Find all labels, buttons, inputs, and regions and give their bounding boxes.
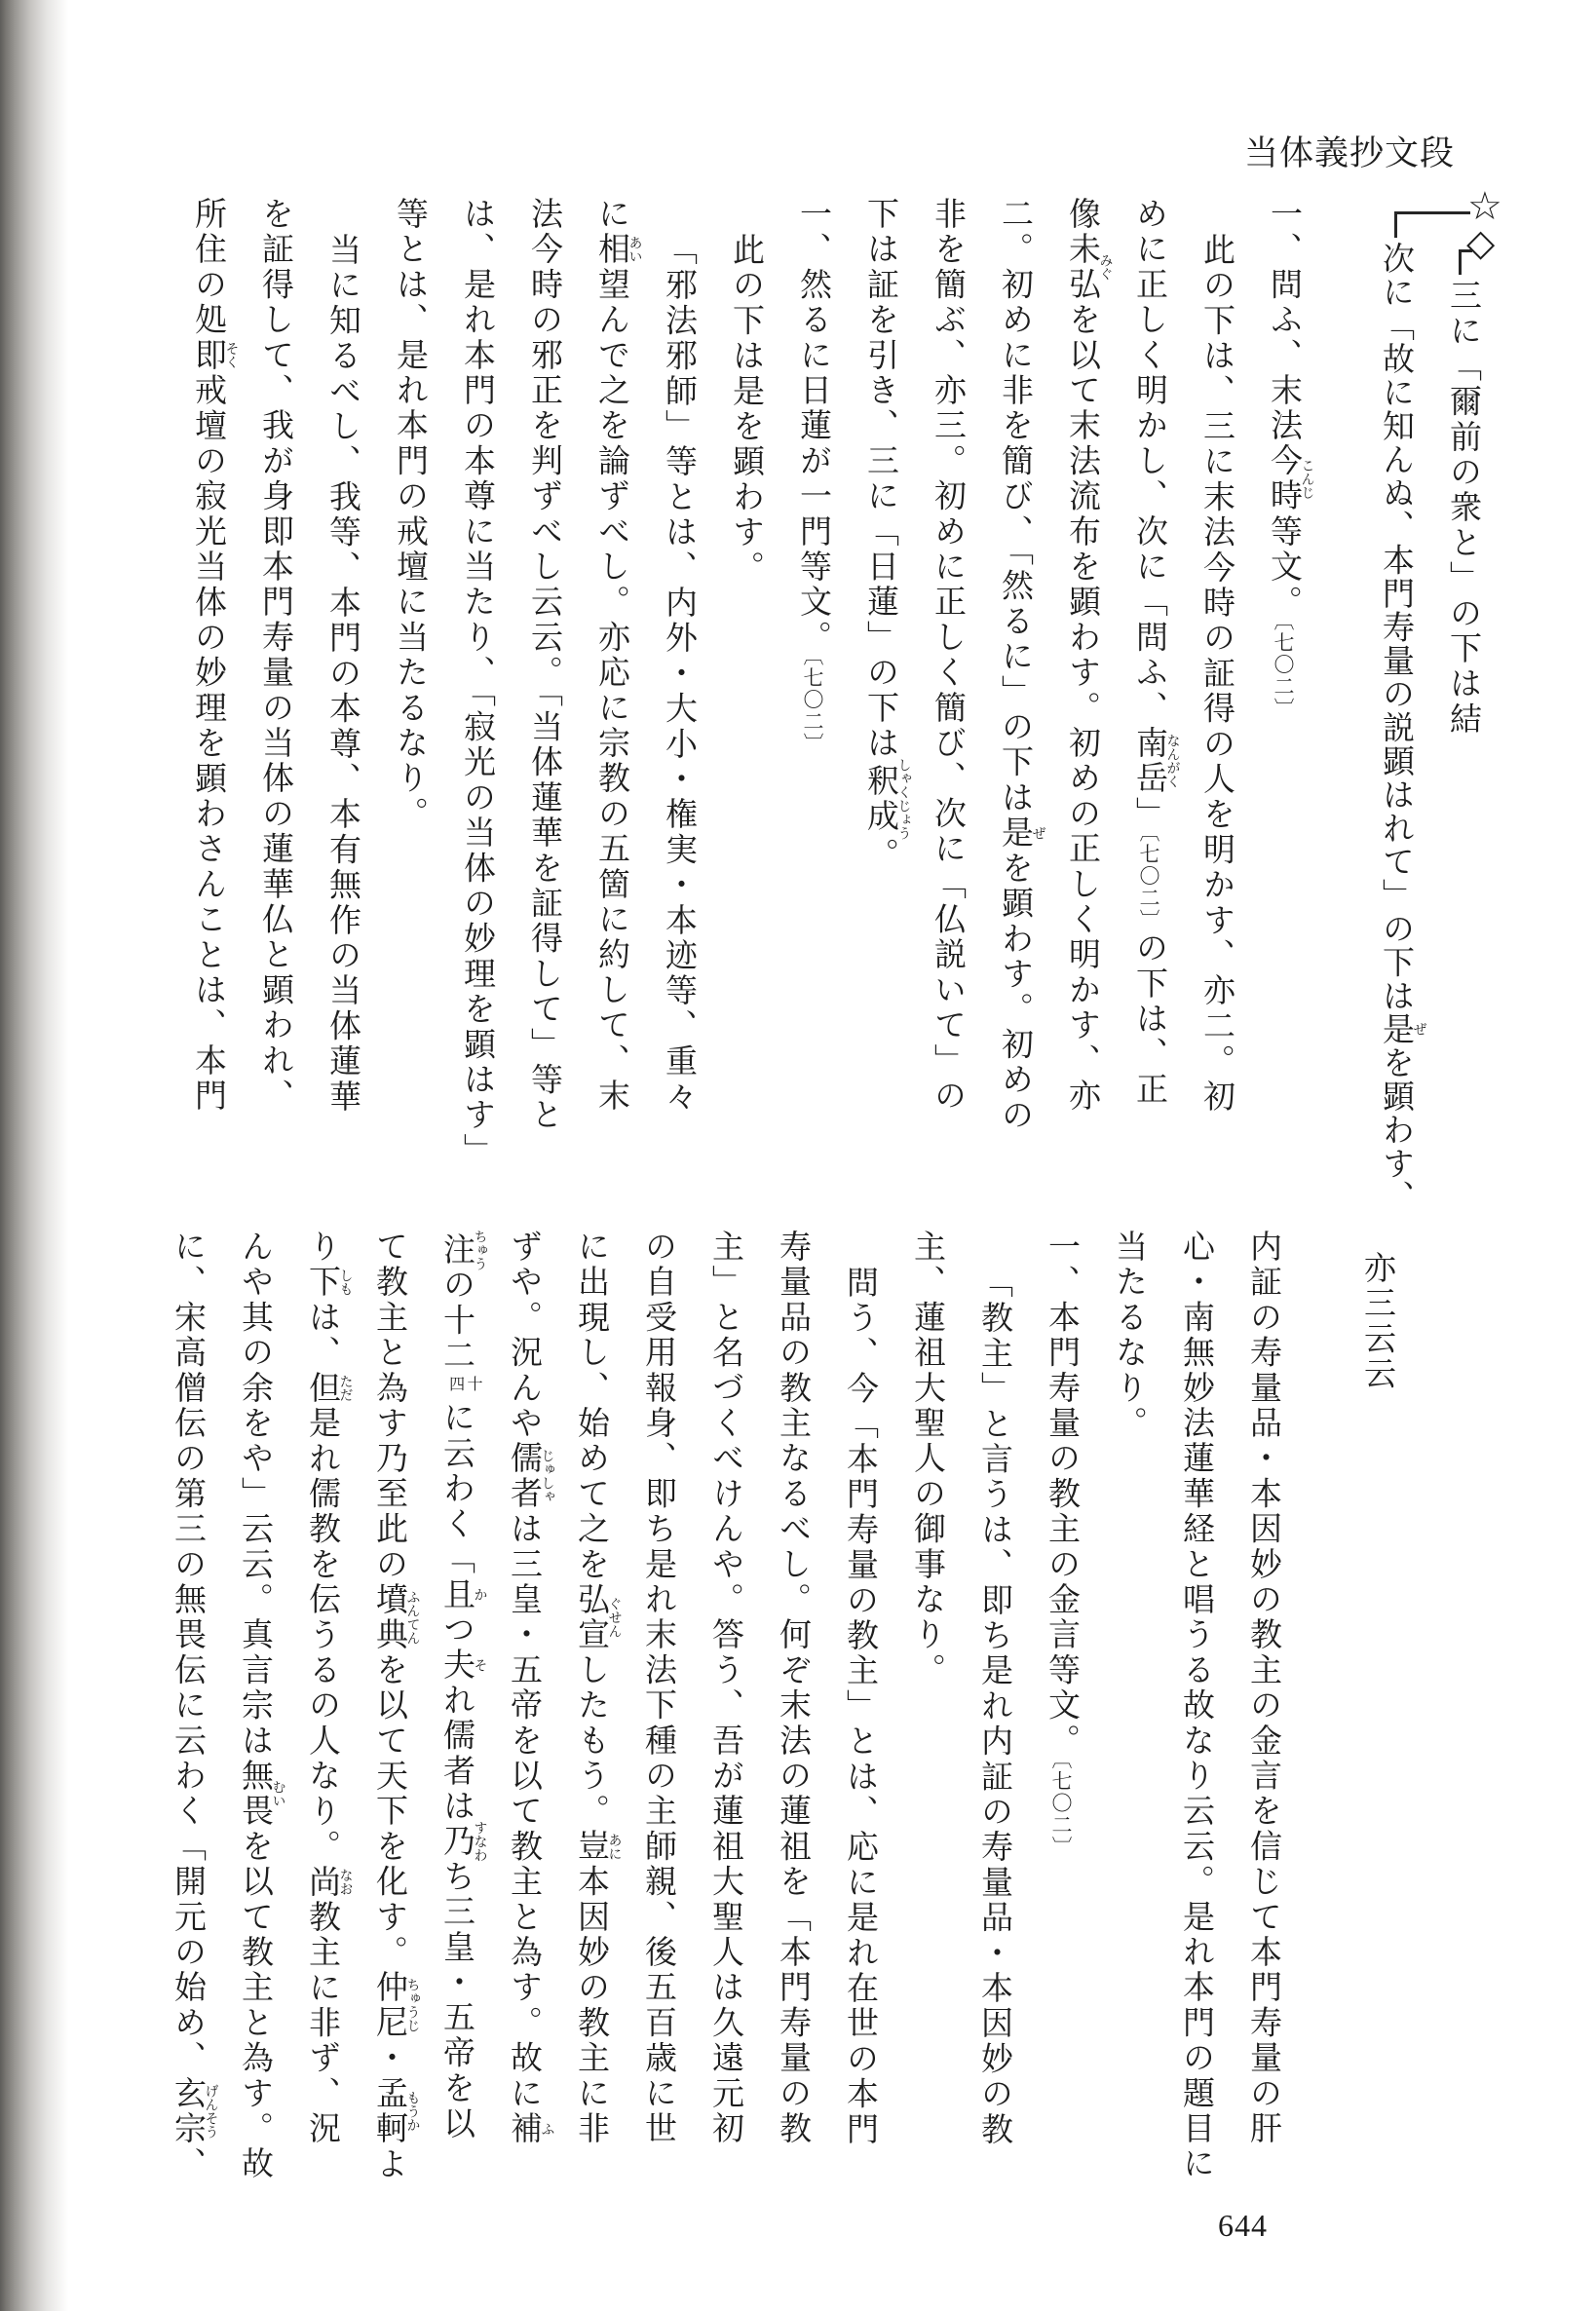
text-column: 心・南無妙法蓮華経と唱うる故なり云云。是れ本門の題目に [1178, 1230, 1213, 2182]
furigana-annotated-text: 即そく [190, 337, 239, 374]
furigana-annotated-text: 仲尼ちゅうじ [371, 1970, 420, 2041]
text-column: 一、然るに日蓮が一門等文。〔七〇二〕 [795, 197, 830, 755]
text-column: に出現し、始めて之を弘宣ぐせんしたもう。豈あに本因妙の教主に非 [573, 1230, 622, 2147]
text-column: 此の下は、三に末法今時の証得の人を明かす、亦二。初 [1198, 233, 1234, 1115]
furigana-annotated-text: 且か [438, 1576, 487, 1612]
text-column: 当に知るべし、我等、本門の本尊、本有無作の当体蓮華 [324, 233, 360, 1115]
furigana-annotated-text: 夫そ [438, 1648, 487, 1684]
text-column: 一、本門寿量の教主の金言等文。〔七〇二〕 [1044, 1230, 1079, 1858]
source-page-reference: 〔七〇二〕 [1049, 1759, 1073, 1858]
furigana-annotated-text: 無畏むい [237, 1759, 285, 1830]
furigana-annotated-text: 注ちゅう [438, 1230, 487, 1270]
inline-split-note: 十四 [446, 1375, 481, 1391]
running-head-title: 当体義抄文段 [1244, 134, 1456, 172]
text-column: 法今時の邪正を判ずべし云云。「当体蓮華を証得して」等と [526, 197, 561, 1133]
text-column: 注ちゅうの十二十四に云わく「且かつ夫それ儒者は乃すなわち三皇・五帝を以 [438, 1230, 487, 2141]
furigana-annotated-text: 乃すなわ [438, 1821, 487, 1863]
text-column: 三に「爾前の衆と」の下は結 [1445, 279, 1480, 738]
text-column: を証得して、我が身即本門寿量の当体の蓮華仏と顕われ、 [257, 197, 292, 1115]
binding-edge-shadow [0, 0, 68, 2311]
top-text-register [173, 197, 1496, 1231]
text-column: 等とは、是れ本門の戒壇に当たるなり。 [392, 197, 427, 832]
furigana-annotated-text: 下しも [304, 1265, 353, 1301]
furigana-annotated-text: 弘宣ぐせん [573, 1582, 622, 1653]
text-column: り下しもは、但ただ是れ儒教を伝うるの人なり。尚なお教主に非ず、況 [304, 1230, 353, 2147]
source-page-reference: 〔七〇二〕 [801, 655, 824, 755]
text-column: に、宋高僧伝の第三の無畏伝に云わく「開元の始め、玄宗げんそう、 [170, 1230, 218, 2182]
text-column: 主、蓮祖大聖人の御事なり。 [909, 1230, 944, 1688]
text-column: 非を簡ぶ、亦三。初めに正しく簡び、次に「仏説いて」の [930, 197, 965, 1115]
text-column: んや其の余をや」云云。真言宗は無畏むいを以て教主と為す。故 [237, 1230, 285, 2182]
furigana-annotated-text: 相あい [593, 232, 642, 268]
furigana-annotated-text: 但ただ [304, 1370, 353, 1407]
page-number: 644 [1218, 2208, 1268, 2243]
text-column: 「教主」と言うは、即ち是れ内証の寿量品・本因妙の教 [976, 1266, 1011, 2147]
text-column: 次に「故に知んぬ、本門寿量の説顕はれて」の下は是ぜを顕わす、 [1378, 242, 1426, 1214]
furigana-annotated-text: 是ぜ [997, 815, 1045, 852]
text-column: 当たるなり。 [1111, 1230, 1146, 1442]
text-column: 此の下は是を顕わす。 [728, 233, 763, 586]
furigana-annotated-text: 未弘みぐ [1064, 232, 1113, 303]
text-column: 内証の寿量品・本因妙の教主の金言を信じて本門寿量の肝 [1245, 1230, 1280, 2147]
text-column: の自受用報身、即ち是れ末法下種の主師親、後五百歳に世 [640, 1230, 675, 2147]
furigana-annotated-text: 豈あに [573, 1829, 622, 1865]
text-column: 一、問ふ、末法今時こんじ等文。〔七〇二〕 [1266, 197, 1314, 720]
text-column: 亦三云云 [1359, 1251, 1394, 1392]
bottom-text-register [153, 1230, 1296, 2216]
furigana-annotated-text: 尚なお [304, 1864, 353, 1900]
text-column: に相あい望んで之を論ずべし。亦応に宗教の五箇に約して、末 [593, 197, 642, 1115]
source-page-reference: 〔七〇二〕 [1272, 620, 1295, 720]
text-column: 像未弘みぐを以て末法流布を顕わす。初めの正しく明かす、亦 [1064, 197, 1113, 1115]
text-column: 問う、今「本門寿量の教主」とは、応に是れ在世の本門 [842, 1266, 877, 2147]
text-column: ずや。況んや儒者じゅしゃは三皇・五帝を以て教主と為す。故に補ふ [506, 1230, 554, 2147]
furigana-annotated-text: 是ぜ [1378, 1012, 1426, 1046]
furigana-annotated-text: 今時こんじ [1266, 443, 1314, 514]
furigana-annotated-text: 補ふ [506, 2111, 554, 2147]
furigana-annotated-text: 孟軻もうか [371, 2075, 420, 2147]
source-page-reference: 〔七〇二〕 [1137, 831, 1160, 931]
diamond-outline-icon: ◇ [1466, 223, 1496, 264]
text-column: は、是れ本門の本尊に当たり、「寂光の当体の妙理を顕はす」 [459, 197, 494, 1169]
text-column: 「邪法邪師」等とは、内外・大小・権実・本迹等、重々 [661, 233, 696, 1115]
furigana-annotated-text: 儒者じゅしゃ [506, 1441, 554, 1512]
furigana-annotated-text: 玄宗げんそう [170, 2075, 218, 2147]
text-column: めに正しく明かし、次に「問ふ、南岳なんがく」〔七〇二〕の下は、正 [1131, 197, 1180, 1108]
star-outline-icon: ☆ [1467, 184, 1502, 228]
text-column: 下は証を引き、三に「日蓮」の下は釈成しゃくじょう。 [862, 197, 911, 873]
furigana-annotated-text: 南岳なんがく [1131, 726, 1180, 797]
overflow-fragment-column [1343, 1251, 1410, 1465]
text-column: 二。初めに非を簡び、「然るに」の下は是ぜを顕わす。初めの [997, 197, 1045, 1133]
furigana-annotated-text: 墳典ふんてん [371, 1582, 420, 1653]
text-column: 所住の処即そく戒壇の寂光当体の妙理を顕わさんことは、本門 [190, 197, 239, 1115]
text-column: て教主と為す乃至此の墳典ふんてんを以て天下を化す。仲尼ちゅうじ・孟軻もうかよ [371, 1230, 420, 2182]
text-column: 寿量品の教主なるべし。何ぞ末法の蓮祖を「本門寿量の教 [775, 1230, 810, 2147]
furigana-annotated-text: 釈成しゃくじょう [862, 758, 911, 841]
text-column: 主」と名づくべけんや。答う、吾が蓮祖大聖人は久遠元初 [707, 1230, 742, 2147]
